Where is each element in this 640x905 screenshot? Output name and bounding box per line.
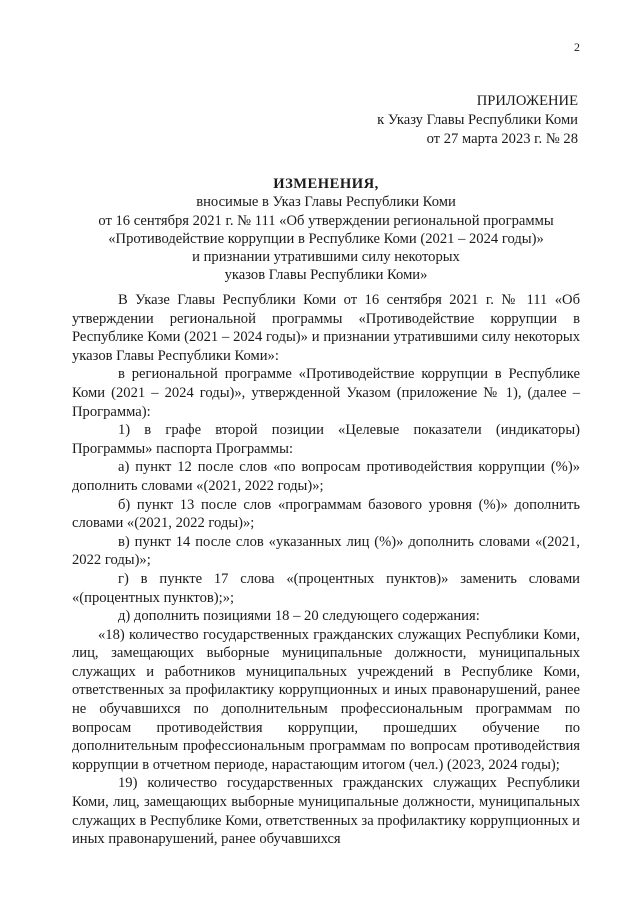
document-body bbox=[72, 291, 580, 849]
body-paragraph: г) в пункте 17 слова «(процентных пунктов)» заменить словами «(процентных пунктов);»; bbox=[72, 570, 580, 606]
title-line: «Противодействие коррупции в Республике Коми (2021 – 2024 годы)» bbox=[108, 230, 544, 247]
body-paragraph: в) пункт 14 после слов «указанных лиц (%)» дополнить словами «(2021, 2022 годы)»; bbox=[72, 533, 580, 569]
body-paragraph: д) дополнить позициями 18 – 20 следующего содержания: bbox=[118, 608, 480, 625]
appendix-decree-ref: к Указу Главы Республики Коми bbox=[377, 112, 578, 128]
body-paragraph: в региональной программе «Противодействие коррупции в Республике Коми (2021 – 2024 годы)», утвержденной Указом (приложение № 1), (далее – Программа): bbox=[72, 366, 580, 420]
appendix-label: ПРИЛОЖЕНИЕ bbox=[476, 93, 578, 109]
body-paragraph: б) пункт 13 после слов «программам базового уровня (%)» дополнить словами «(2021, 2022 годы)»; bbox=[72, 496, 580, 532]
title-heading: ИЗМЕНЕНИЯ, bbox=[273, 176, 379, 192]
appendix-header bbox=[377, 92, 578, 149]
page-number: 2 bbox=[574, 40, 580, 54]
appendix-decree-date: от 27 марта 2023 г. № 28 bbox=[426, 131, 578, 147]
title-line: и признании утратившими силу некоторых bbox=[192, 249, 460, 266]
title-line: вносимые в Указ Главы Республики Коми bbox=[196, 194, 456, 211]
document-title bbox=[72, 175, 580, 285]
body-paragraph: 19) количество государственных гражданских служащих Республики Коми, лиц, замещающих выборные муниципальные должности, муниципальных служащих в Республике Коми, ответственных за профилактику коррупционных и иных правонарушений, ранее обучавшихся bbox=[72, 775, 580, 848]
body-paragraph: «18) количество государственных гражданских служащих Республики Коми, лиц, замещающих выборные муниципальные должности, муниципальных служащих и работников муниципальных учреждений в Республике Коми, ответственных за профилактику коррупционных и иных правонарушений, ранее не обучавшихся по дополнительным профессиональным программам по вопросам противодействия коррупции, прошедших обучение по дополнительным профессиональным программам по вопросам противодействия коррупции в отчетном периоде, нарастающим итогом (чел.) (2023, 2024 годы); bbox=[72, 626, 580, 773]
body-paragraph: 1) в графе второй позиции «Целевые показатели (индикаторы) Программы» паспорта Программы: bbox=[72, 422, 580, 457]
title-line: от 16 сентября 2021 г. № 111 «Об утверждении региональной программы bbox=[98, 212, 554, 229]
body-paragraph: а) пункт 12 после слов «по вопросам противодействия коррупции (%)» дополнить словами «(2021, 2022 годы)»; bbox=[72, 459, 580, 494]
title-line: указов Главы Республики Коми» bbox=[224, 267, 428, 284]
body-paragraph: В Указе Главы Республики Коми от 16 сентября 2021 г. № 111 «Об утверждении региональной программы «Противодействие коррупции в Республике Коми (2021 – 2024 годы)» и признании утратившими силу некоторых указов Главы Республики Коми»: bbox=[72, 292, 580, 364]
